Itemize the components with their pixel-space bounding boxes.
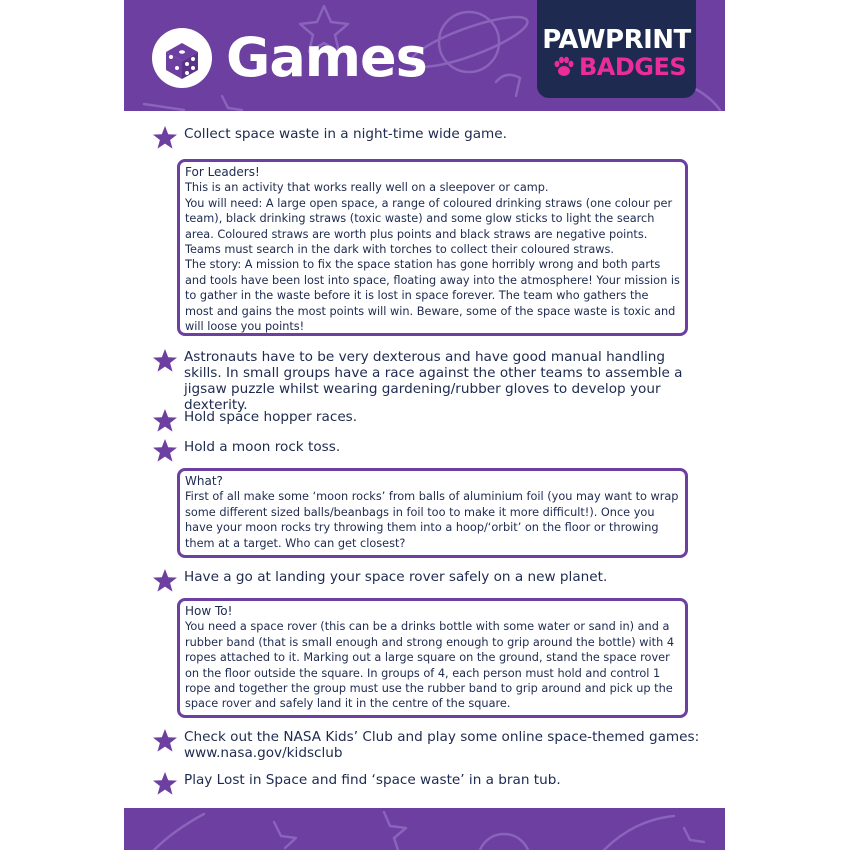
- list-item-text: Collect space waste in a night-time wide game.: [184, 126, 507, 142]
- info-box-what: [177, 468, 688, 558]
- paw-icon: [553, 56, 575, 78]
- logo-text-top: PAWPRINT: [542, 25, 691, 55]
- list-item: [152, 349, 704, 413]
- box-paragraph: You need a space rover (this can be a drinks bottle with some water or sand in) and a rubber band (that is small enough and strong enough to grip around the bottle) with 4 ropes attached to it. Marking out a large square on the ground, stand the space rover on the floor outside the square. In groups of 4, each person must hold and control 1 rope and together the group must use the rubber band to grip around and pick up the space rover and safely land it in the centre of the square.: [185, 620, 675, 711]
- title-group: [152, 28, 427, 88]
- page-title: Games: [226, 26, 427, 89]
- info-box-how-to: [177, 598, 688, 718]
- star-bullet-icon: [152, 349, 178, 373]
- activity-sheet: [124, 0, 725, 850]
- list-item: [152, 409, 704, 433]
- dice-icon: [152, 28, 212, 88]
- info-box-for-leaders: [177, 159, 688, 336]
- box-paragraph: You will need: A large open space, a range of coloured drinking straws (one colour per team), black drinking straws (toxic waste) and some glow sticks to light the search area. Coloured straws are worth plus points and black straws are negative points. Teams must search in the dark with torches to collect their coloured straws.: [185, 196, 673, 257]
- list-item: [152, 439, 704, 463]
- list-item-text: Check out the NASA Kids’ Club and play some online space-themed games: www.nasa.gov/kidsclub: [184, 729, 700, 761]
- logo-text-bottom: BADGES: [579, 53, 687, 81]
- box-paragraph: This is an activity that works really well on a sleepover or camp.: [185, 181, 549, 195]
- footer-banner: [124, 808, 725, 850]
- box-paragraph: First of all make some ‘moon rocks’ from balls of aluminium foil (you may want to wrap some different sized balls/beanbags in foil too to make it more difficult!). Once you have your moon rocks try throwing them into a hoop/‘orbit’ on the floor or throwing them at a target. Who can get closest?: [185, 490, 679, 550]
- list-item: [152, 569, 704, 593]
- list-item-text: Have a go at landing your space rover safely on a new planet.: [184, 569, 608, 585]
- star-bullet-icon: [152, 409, 178, 433]
- list-item: [152, 126, 704, 150]
- list-item: [152, 772, 704, 796]
- star-bullet-icon: [152, 126, 178, 150]
- star-bullet-icon: [152, 439, 178, 463]
- list-item-text: Play Lost in Space and find ‘space waste’ in a bran tub.: [184, 772, 561, 788]
- star-bullet-icon: [152, 729, 178, 753]
- star-bullet-icon: [152, 569, 178, 593]
- list-item-text: Astronauts have to be very dexterous and have good manual handling skills. In small groups have a race against the other teams to assemble a jigsaw puzzle whilst wearing gardening/rubber gloves to develop your dexterity.: [184, 349, 683, 413]
- box-heading: What?: [185, 474, 223, 488]
- list-item-text: Hold a moon rock toss.: [184, 439, 341, 455]
- list-item-text: Hold space hopper races.: [184, 409, 358, 425]
- list-item: [152, 729, 704, 761]
- box-heading: How To!: [185, 604, 233, 618]
- star-bullet-icon: [152, 772, 178, 796]
- pawprint-badges-logo: [537, 0, 696, 98]
- box-paragraph: The story: A mission to fix the space station has gone horribly wrong and both parts and tools have been lost into space, floating away into the atmosphere! Your mission is to gather in the waste before it is lost in space forever. The team who gathers the most and gains the most points will win. Beware, some of the space waste is toxic and will loose you points!: [185, 258, 680, 334]
- header-banner: [124, 0, 725, 111]
- box-heading: For Leaders!: [185, 165, 260, 179]
- logo-bottom: [553, 54, 686, 80]
- space-decoration: [124, 808, 725, 850]
